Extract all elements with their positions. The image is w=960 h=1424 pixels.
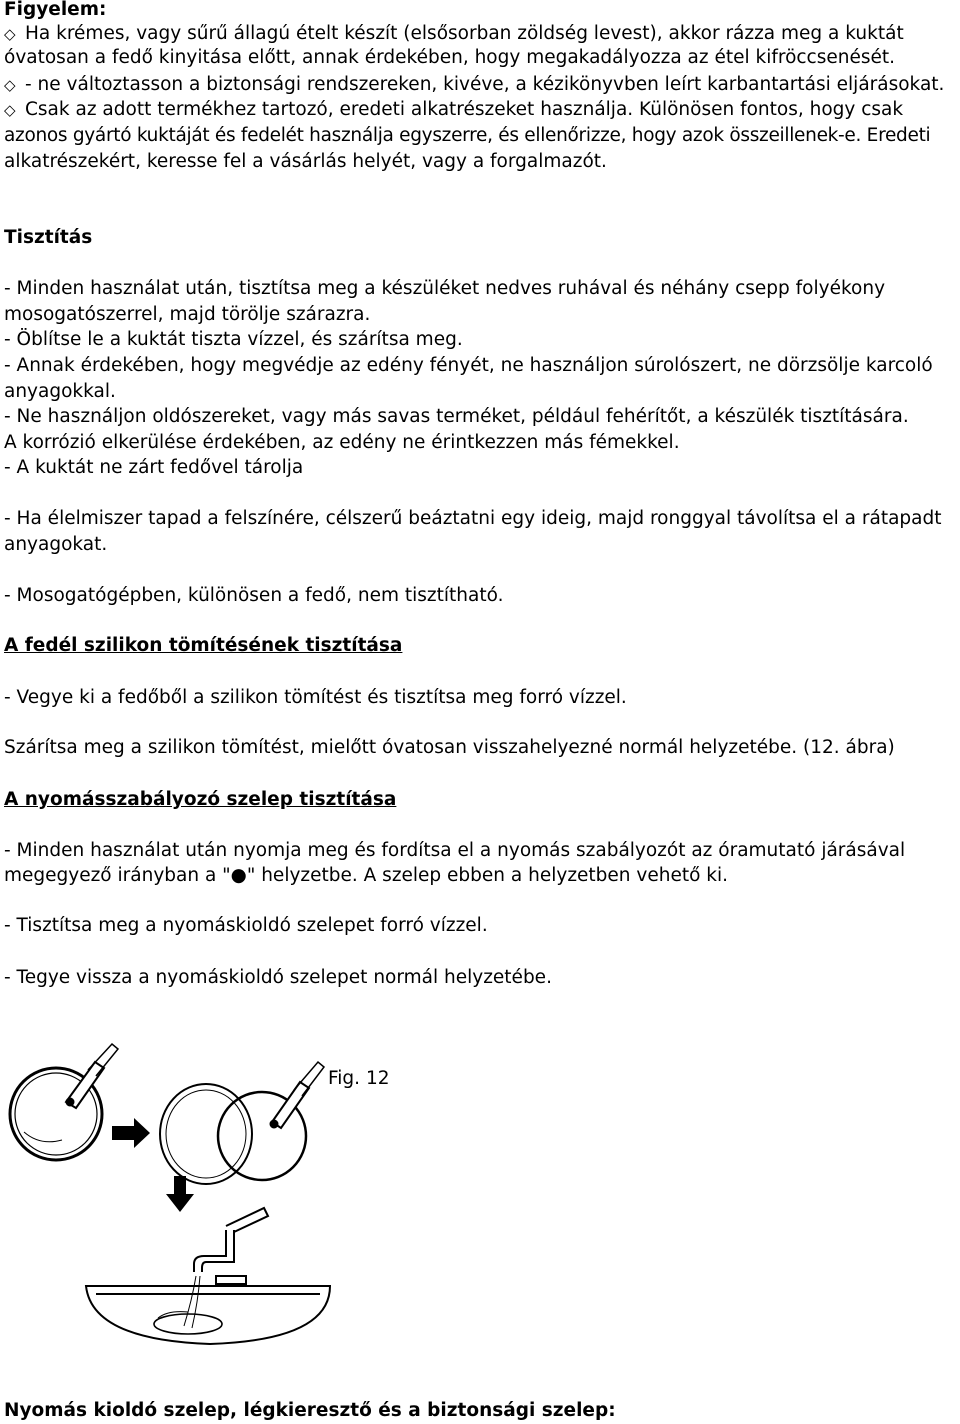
cleaning-paragraph: - Mosogatógépben, különösen a fedő, nem tisztítható. bbox=[4, 585, 504, 606]
gasket-paragraph: Szárítsa meg a szilikon tömítést, mielőtt óvatosan visszahelyezné normál helyzetébe. (12. ábra) bbox=[4, 737, 895, 758]
gasket-paragraph: - Vegye ki a fedőből a szilikon tömítést és tisztítsa meg forró vízzel. bbox=[4, 687, 627, 708]
warning-text-line: alkatrészekért, keresse fel a vásárlás helyét, vagy a forgalmazót. bbox=[4, 151, 607, 172]
diamond-outline-icon: ◇ bbox=[4, 76, 16, 94]
valve-paragraph: megegyező irányban a "●" helyzetbe. A szelep ebben a helyzetben vehető ki. bbox=[4, 865, 729, 886]
valve-paragraph: - Minden használat után nyomja meg és fordítsa el a nyomás szabályozót az óramutató járásával bbox=[4, 840, 906, 861]
cleaning-paragraph: - Minden használat után, tisztítsa meg a készüléket nedves ruhával és néhány csepp folyékony bbox=[4, 278, 886, 299]
valve-paragraph: - Tisztítsa meg a nyomáskioldó szelepet forró vízzel. bbox=[4, 915, 488, 936]
cleaning-paragraph: - Ne használjon oldószereket, vagy más savas terméket, például fehérítőt, a készülék tisztítására. bbox=[4, 406, 909, 427]
cleaning-paragraph: - Annak érdekében, hogy megvédje az edény fényét, ne használjon súrolószert, ne dörzsölje karcoló bbox=[4, 355, 933, 376]
gasket-in-water bbox=[154, 1312, 222, 1334]
cleaning-paragraph: - Öblítse le a kuktát tiszta vízzel, és szárítsa meg. bbox=[4, 329, 463, 350]
cleaning-paragraph: A korrózió elkerülése érdekében, az edény ne érintkezzen más fémekkel. bbox=[4, 432, 680, 453]
cleaning-paragraph: mosogatószerrel, majd törölje szárazra. bbox=[4, 304, 371, 325]
valve-safety-title: Nyomás kioldó szelep, légkieresztő és a biztonsági szelep: bbox=[4, 1400, 616, 1421]
lid-without-gasket bbox=[218, 1062, 324, 1180]
cleaning-title: Tisztítás bbox=[4, 227, 93, 248]
lid-with-gasket bbox=[10, 1044, 118, 1160]
warning-title: Figyelem: bbox=[4, 0, 107, 20]
diamond-outline-icon: ◇ bbox=[4, 25, 16, 43]
arrow-right-icon bbox=[112, 1118, 150, 1148]
warning-bullet-2: ◇ - ne változtasson a biztonsági rendszereken, kivéve, a kézikönyvben leírt karbantartási eljárásokat. bbox=[4, 72, 958, 98]
valve-paragraph: - Tegye vissza a nyomáskioldó szelepet normál helyzetébe. bbox=[4, 967, 552, 988]
cleaning-paragraph: anyagokkal. bbox=[4, 381, 116, 402]
warning-bullet-3: ◇ Csak az adott termékhez tartozó, eredeti alkatrészeket használja. Különösen fontos, hogy csak bbox=[4, 97, 958, 123]
water-stream bbox=[184, 1276, 200, 1328]
sink-basin bbox=[86, 1286, 330, 1344]
diamond-outline-icon: ◇ bbox=[4, 101, 16, 119]
cleaning-paragraph: - Ha élelmiszer tapad a felszínére, célszerű beáztatni egy ideig, majd ronggyal távolítsa el a rátapadt bbox=[4, 508, 942, 529]
cleaning-paragraph: - A kuktát ne zárt fedővel tárolja bbox=[4, 457, 304, 478]
figure-label: Fig. 12 bbox=[328, 1068, 390, 1089]
gasket-title: A fedél szilikon tömítésének tisztítása bbox=[4, 635, 403, 656]
warning-bullet-1: ◇ Ha krémes, vagy sűrű állagú ételt készít (elsősorban zöldség levest), akkor rázza meg a kuktát bbox=[4, 21, 958, 47]
warning-text-line: óvatosan a fedő kinyitása előtt, annak érdekében, hogy megakadályozza az étel kifröccsenését. bbox=[4, 47, 896, 68]
valve-title: A nyomásszabályozó szelep tisztítása bbox=[4, 789, 397, 810]
warning-text-line: azonos gyártó kuktáját és fedelét használja egyszerre, és ellenőrizze, hogy azok összeillenek-e. Eredeti bbox=[4, 125, 931, 146]
faucet-icon bbox=[194, 1208, 268, 1284]
cleaning-paragraph: anyagokat. bbox=[4, 534, 108, 555]
